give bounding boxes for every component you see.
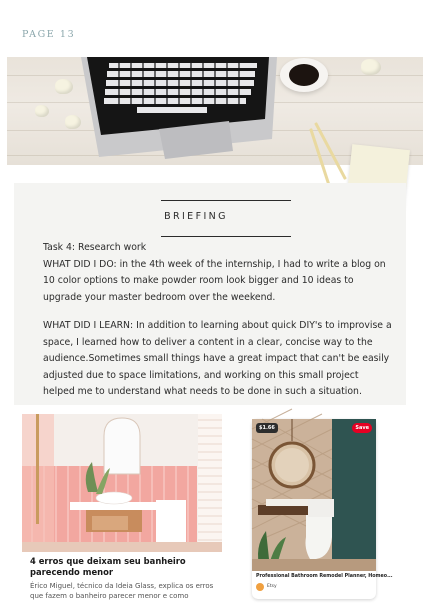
title-rule-bottom — [161, 236, 291, 237]
pink-bathroom-photo — [22, 414, 222, 552]
text-line: adjusted due to space limitations, and working on this small project — [43, 369, 359, 381]
etsy-avatar-icon — [256, 583, 264, 591]
learn-paragraph — [43, 318, 392, 401]
text-line: Task 4: Research work — [43, 242, 147, 253]
pin-card[interactable] — [252, 419, 393, 599]
briefing-title: BRIEFING — [164, 211, 228, 222]
blog-excerpt: Érico Miguel, técnico da Ideia Glass, explica os erros que fazem o banheiro parecer menor e como — [30, 582, 214, 600]
title-rule-top — [161, 200, 291, 201]
pin-author[interactable]: Etsy — [267, 584, 277, 589]
paper-ball-icon — [55, 79, 73, 94]
desk-laptop-photo — [7, 57, 423, 165]
paper-ball-icon — [35, 105, 49, 117]
task-paragraph — [43, 240, 386, 306]
paper-ball-icon — [361, 59, 381, 75]
blog-title[interactable]: 4 erros que deixam seu banheiro parecendo menor — [30, 556, 186, 577]
bathroom-round-mirror-photo — [252, 419, 376, 571]
text-line: upgrade your master bedroom over the weekend. — [43, 291, 276, 303]
pin-title[interactable]: Professional Bathroom Remodel Planner, Homeo... — [256, 574, 393, 579]
text-line: helped me to understand what needs to be done in such a situation. — [43, 386, 362, 397]
page-number-label: PAGE 13 — [22, 29, 76, 40]
price-badge: $1.66 — [256, 423, 278, 433]
pencil-icon — [309, 128, 332, 190]
text-line: space, I learned how to deliver a content in a clear, concise way to the — [43, 336, 373, 348]
text-line: 10 color options to make powder room look bigger and 10 ideas to — [43, 275, 354, 286]
blog-article-card[interactable] — [22, 414, 222, 608]
laptop-icon — [79, 57, 279, 165]
coffee-cup-icon — [280, 58, 328, 92]
text-line: WHAT DID I DO: in the 4th week of the internship, I had to write a blog on — [43, 258, 386, 270]
save-button[interactable]: Save — [352, 423, 372, 433]
text-line: audience.Sometimes small things have a great impact that can't be easily — [43, 353, 390, 364]
text-line: WHAT DID I LEARN: In addition to learning about quick DIY's to improvise a — [43, 320, 392, 331]
